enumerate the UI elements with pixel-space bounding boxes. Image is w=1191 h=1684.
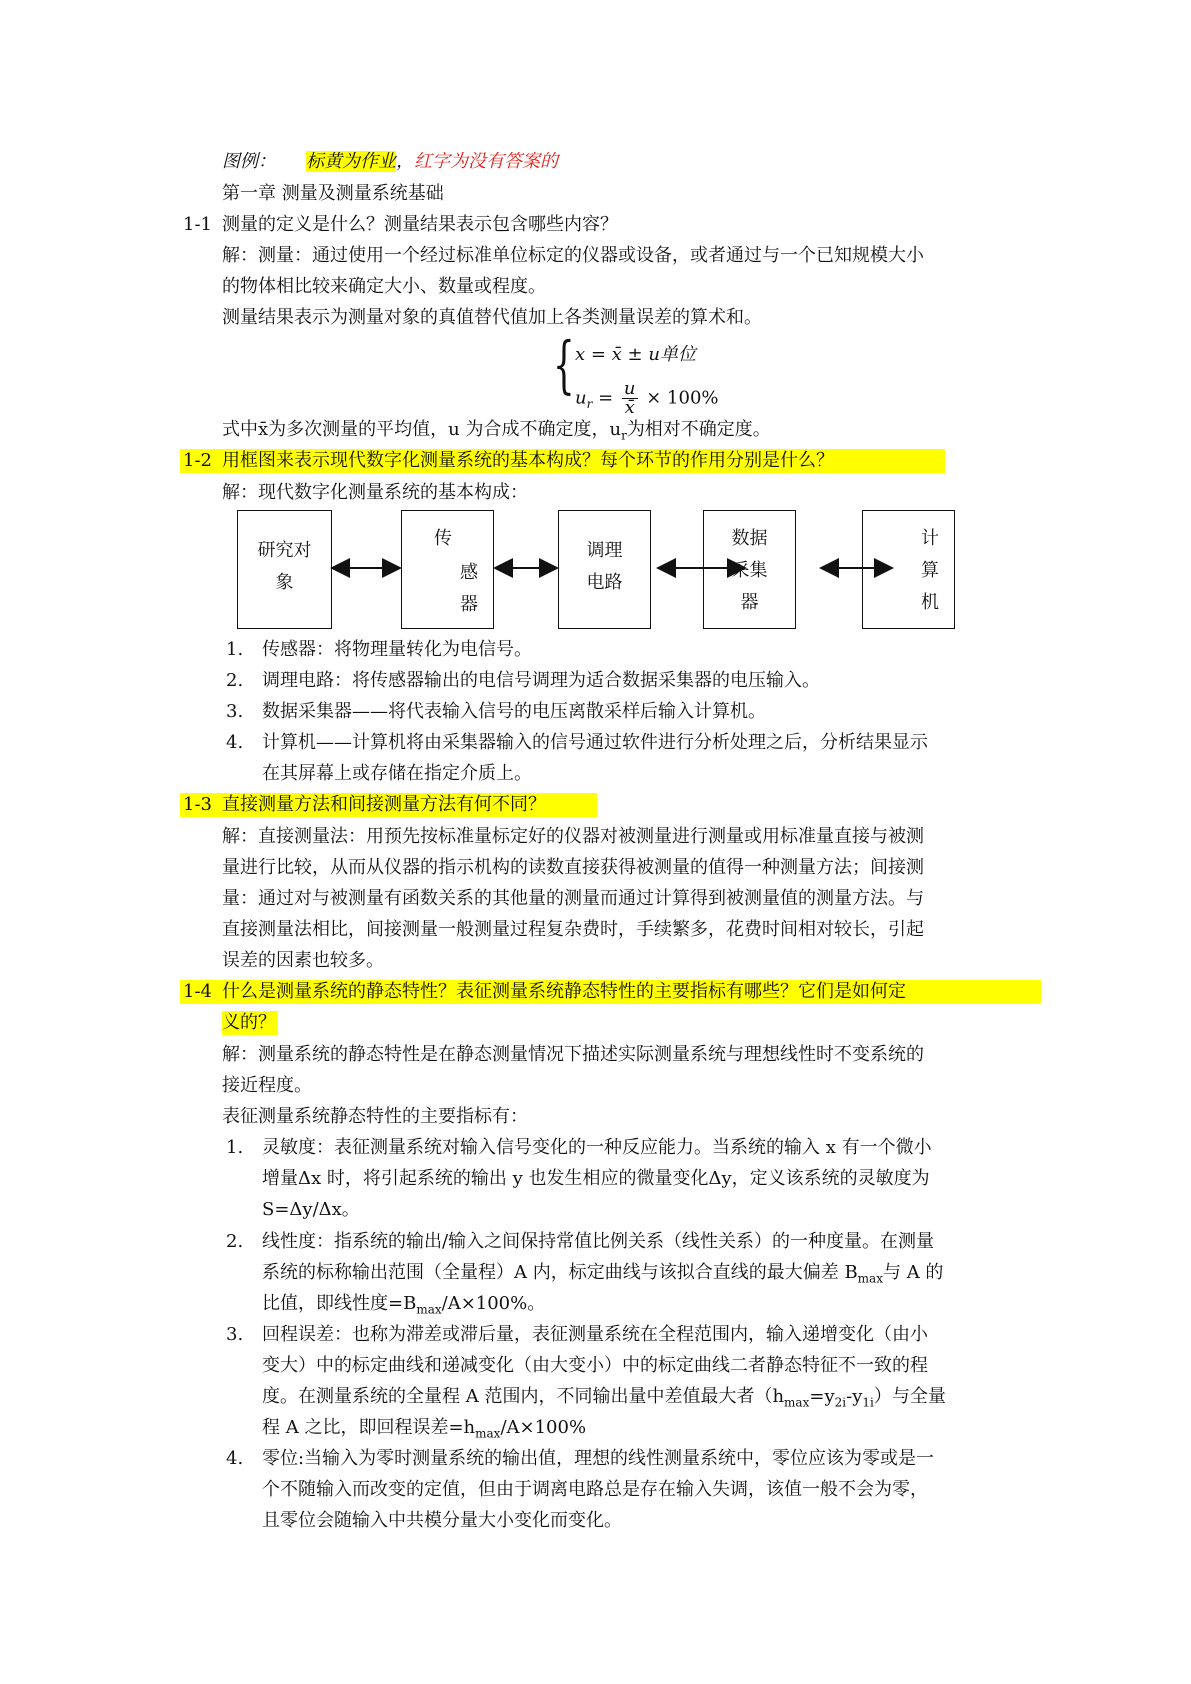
formula-ur-sub: r: [586, 397, 593, 412]
question-1-4: [180, 980, 1041, 1004]
box-label: 采集: [731, 560, 768, 581]
answer-line: 解：测量系统的静态特性是在静态测量情况下描述实际测量系统与理想线性时不变系统的: [222, 1044, 924, 1065]
list-item-cont: S=Δy/Δx。: [262, 1199, 360, 1220]
list-item: 灵敏度：表征测量系统对输入信号变化的一种反应能力。当系统的输入 x 有一个微小: [262, 1137, 932, 1158]
list-number: 3.: [226, 1324, 244, 1345]
text: 程 A 之比，即回程误差=h: [262, 1417, 476, 1438]
question-text-cont: 义的？: [222, 1012, 276, 1033]
answer-line: 直接测量法相比，间接测量一般测量过程复杂费时，手续繁多，花费时间相对较长，引起: [222, 919, 924, 940]
box-label: 感: [460, 562, 478, 583]
answer-line: 量进行比较，从而从仪器的指示机构的读数直接获得被测量的值得一种测量方法；间接测: [222, 857, 924, 878]
question-text: 测量的定义是什么？测量结果表示包含哪些内容？: [222, 214, 618, 235]
text: ）与全量: [873, 1386, 946, 1407]
list-item-cont: [262, 1261, 943, 1291]
list-item: 线性度：指系统的输出/输入之间保持常值比例关系（线性关系）的一种度量。在测量: [262, 1231, 935, 1252]
subscript: max: [784, 1395, 810, 1410]
box-label: 调理: [586, 540, 623, 561]
text: -y: [846, 1386, 863, 1407]
fraction-numerator: u: [623, 378, 636, 399]
question-text: 用框图来表示现代数字化测量系统的基本构成？每个环节的作用分别是什么？: [222, 450, 834, 471]
question-number: 1-4: [183, 981, 212, 1002]
explain-tail: 为相对不确定度。: [626, 419, 771, 440]
answer-line: 测量结果表示为测量对象的真值替代值加上各类测量误差的算术和。: [222, 307, 762, 328]
list-item-cont: [262, 1416, 586, 1446]
question-number: 1-1: [183, 214, 212, 235]
answer-line: 误差的因素也较多。: [222, 950, 384, 971]
subscript: max: [857, 1271, 883, 1286]
box-label: 计: [921, 528, 939, 549]
list-number: 2.: [226, 1231, 244, 1252]
answer-line: 解：现代数字化测量系统的基本构成：: [222, 482, 528, 503]
legend-yellow: 标黄为作业: [306, 151, 396, 172]
list-item: 计算机——计算机将由采集器输入的信号通过软件进行分析处理之后，分析结果显示: [262, 732, 928, 753]
box-label: 器: [460, 594, 478, 615]
list-number: 2.: [226, 670, 244, 691]
list-item-cont: [262, 1385, 946, 1415]
list-number: 3.: [226, 701, 244, 722]
list-number: 4.: [226, 1448, 244, 1469]
question-text: 什么是测量系统的静态特性？表征测量系统静态特性的主要指标有哪些？它们是如何定: [222, 981, 906, 1002]
box-label: 数据: [731, 528, 768, 549]
formula-eq: =: [598, 387, 614, 409]
question-number: 1-2: [183, 450, 212, 471]
box-label: 研究对: [257, 540, 312, 561]
legend-comma: ，: [396, 151, 414, 172]
answer-line: 解：测量：通过使用一个经过标准单位标定的仪器或设备，或者通过与一个已知规模大小: [222, 245, 924, 266]
legend-red: 红字为没有答案的: [414, 151, 558, 172]
formula-line1: x = x̄ ± u单位: [575, 344, 696, 365]
explain-sub: r: [621, 428, 627, 443]
text: /A×100%: [500, 1417, 587, 1438]
list-item: 数据采集器——将代表输入信号的电压离散采样后输入计算机。: [262, 701, 766, 722]
question-1-3: [180, 793, 597, 817]
subscript: max: [475, 1426, 501, 1441]
subscript: 1i: [862, 1395, 874, 1410]
box-label: 机: [921, 592, 939, 613]
brace-symbol: {: [553, 328, 575, 401]
question-text: 直接测量方法和间接测量方法有何不同？: [222, 794, 546, 815]
list-item-cont: 增量Δx 时，将引起系统的输出 y 也发生相应的微量变化Δy，定义该系统的灵敏度为: [262, 1168, 930, 1189]
fraction-denominator: x̄: [624, 397, 635, 418]
subscript: 2i: [834, 1395, 847, 1410]
legend-label: 图例：: [222, 151, 276, 172]
list-item-cont: [262, 1292, 545, 1322]
list-item-cont: 个不随输入而改变的定值，但由于调离电路总是存在输入失调，该值一般不会为零，: [262, 1479, 928, 1500]
list-number: 1.: [226, 1137, 244, 1158]
text: 系统的标称输出范围（全量程）A 内，标定曲线与该拟合直线的最大偏差 B: [262, 1262, 858, 1283]
subscript: max: [416, 1302, 442, 1317]
list-item-cont: 变大）中的标定曲线和递减变化（由大变小）中的标定曲线二者静态特征不一致的程: [262, 1355, 928, 1376]
diagram-arrows: [0, 0, 1191, 700]
formula-tail: × 100%: [646, 387, 719, 409]
box-label: 电路: [586, 572, 623, 593]
list-number: 4.: [226, 732, 244, 753]
answer-line: 量：通过对与被测量有函数关系的其他量的测量而通过计算得到被测量值的测量方法。与: [222, 888, 924, 909]
text: /A×100%。: [441, 1293, 546, 1314]
list-item: 零位:当输入为零时测量系统的输出值，理想的线性测量系统中，零位应该为零或是一: [262, 1448, 935, 1469]
box-label: 算: [921, 560, 939, 581]
list-item-cont: 在其屏幕上或存储在指定介质上。: [262, 763, 532, 784]
box-label: 传: [434, 528, 452, 549]
list-item-cont: 且零位会随输入中共模分量大小变化而变化。: [262, 1510, 622, 1531]
text: 度。在测量系统的全量程 A 范围内，不同输出量中差值最大者（h: [262, 1386, 785, 1407]
list-number: 1.: [226, 639, 244, 660]
box-label: 象: [275, 572, 294, 593]
answer-line: 解：直接测量法：用预先按标准量标定好的仪器对被测量进行测量或用标准量直接与被测: [222, 826, 924, 847]
answer-line: 表征测量系统静态特性的主要指标有：: [222, 1106, 528, 1127]
list-item: 传感器：将物理量转化为电信号。: [262, 639, 532, 660]
formula-ur: u: [575, 387, 587, 409]
list-item: 回程误差：也称为滞差或滞后量，表征测量系统在全程范围内，输入递增变化（由小: [262, 1324, 928, 1345]
list-item: 调理电路：将传感器输出的电信号调理为适合数据采集器的电压输入。: [262, 670, 820, 691]
box-label: 器: [740, 592, 759, 613]
text: =y: [809, 1386, 835, 1407]
text: 与 A 的: [882, 1262, 944, 1283]
answer-line: 接近程度。: [222, 1075, 312, 1096]
chapter-title: 第一章 测量及测量系统基础: [222, 183, 444, 204]
text: 比值，即线性度=B: [262, 1293, 417, 1314]
explain-text: 式中x̄为多次测量的平均值，u 为合成不确定度，u: [222, 419, 622, 440]
question-number: 1-3: [183, 794, 212, 815]
answer-line: 的物体相比较来确定大小、数量或程度。: [222, 276, 546, 297]
